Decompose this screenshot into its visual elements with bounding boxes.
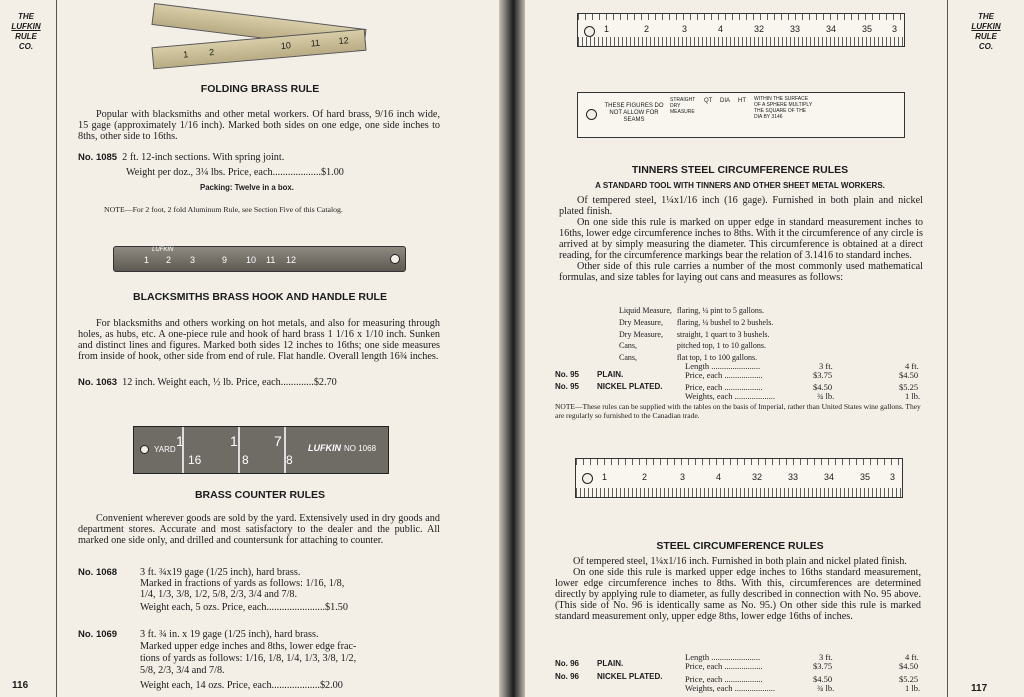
- right-page: THE LUFKIN RULE CO. 117 1 2 3 4 32 33 34 35 3 THESE FIGURES DO NOT ALLOW FOR SEAMS STRAIGHT DRY MEASURE QT DIA HT WITHIN THE SURFACE OF A SPHERE MULTIPLY THE SQUARE OF THE DIA BY 3146 TINNERS STEEL CIRCUMFERENCE RULES A STANDARD TOOL WITH TINNERS AND OTHER SHEET METAL WORKERS. Of tempered steel, 1¼x1/16 inch (16 gage). Furnished in both plain and nickel plated finish. On one side this rule is marked on upper edge in standard measurement inches to 16ths, lower edge circumference inches to 8ths. With it the circumference of any circle is arrived at by simply measuring the diameter. This circumference is obtained at a direct reading, for the circumference markings bear the relation of 3.1416 to standard inches. Other side of this rule carries a number of the most commonly used mathematical formulas, and size tables for laying out cans and measures as follows: Liquid Measure, flaring, ¼ pint to 5 gallons. Dry Measure, flaring, ¼ bushel to 2 bushels. Dry Measure, straight, 1 quart to 3 bushels. Cans, pitched top, 1 to 10 gallons. Cans, flat top, 1 to 100 gallons. Length ....................... 3 ft. 4 ft. No. 95 PLAIN. Price, each .................. $3.75 $4.50 No. 95 NICKEL PLATED. Price, each .................. $4.50 $5.25 Weights, each ................... ¾ lb. 1 lb. NOTE—These rules can be supplied with the tables on the basis of Imperial, rather than United States wine gallons. They are regularly so furnished to the Canadian trade. 1 2 3 4 32 33 34 35 3 STEEL CIRCUMFERENCE RULES Of tempered steel, 1¼x1/16 inch. Furnished in both plain and nickel plated finish. On one side this rule is marked upper edge inches to 16ths standard measurement, lower edge circumference inches to 8ths. With this, circumferences are determined directly by applying rule to diameter, as fully described in connection with No. 95 above. (This side of No. 96 is identically same as No. 95.) On other side this rule is marked standard measurement only, upper edge 8ths, lower edge 16ths of inches. Length ....................... 3 ft. 4 ft. No. 96 PLAIN. Price, each .................. $3.75 $4.50 No. 96 NICKEL PLATED. Price, each .................. $4.50 $5.25 Weights, each ................... ¾ lb. 1 lb.: [525, 0, 1024, 697]
- tinners-description: Of tempered steel, 1¼x1/16 inch (16 gage). Furnished in both plain and nickel plated finish. On one side this rule is marked on upper edge in standard measurement inches to 16ths, lower edge circumference inches to 8ths. With it the circumference of any circle is arrived at by simply measuring the diameter. This circumference is obtained at a direct reading, for the circumference markings bear the relation of 3.1416 to standard inches. Other side of this rule carries a number of the most commonly used mathematical formulas, and size tables for laying out cans and measures as follows:: [559, 195, 923, 283]
- formula-table-rule-image: THESE FIGURES DO NOT ALLOW FOR SEAMS STRAIGHT DRY MEASURE QT DIA HT WITHIN THE SURFACE OF A SPHERE MULTIPLY THE SQUARE OF THE DIA BY 3146: [577, 92, 905, 138]
- steel-heading: STEEL CIRCUMFERENCE RULES: [656, 540, 824, 552]
- hook-rule-image: 1 2 3 9 10 11 12 LUFKIN: [113, 246, 406, 272]
- page-number: 116: [12, 680, 29, 691]
- tinners-heading: TINNERS STEEL CIRCUMFERENCE RULES: [631, 164, 849, 176]
- steel-rule-image: 1 2 3 4 32 33 34 35 3: [575, 458, 903, 498]
- folding-rule-description: Popular with blacksmiths and other metal workers. Of hard brass, 9/16 inch wide, 15 gage (approximately 1/16 inch). Marked both sides on one edge, one side inches to 8ths, other side to 16ths.: [78, 109, 440, 142]
- measures-table: Liquid Measure, flaring, ¼ pint to 5 gallons. Dry Measure, flaring, ¼ bushel to 2 bushels. Dry Measure, straight, 1 quart to 3 bushels. Cans, pitched top, 1 to 10 gallons. Cans, flat top, 1 to 100 gallons.: [619, 306, 774, 363]
- left-page: THE LUFKIN RULE CO. 116 1 2 10 11 12 FOLDING BRASS RULE Popular with blacksmiths and other metal workers. Of hard brass, 9/16 inch wide, 15 gage (approximately 1/16 inch). Marked both sides on one edge, one side inches to 8ths, other side to 16ths. No. 1085 2 ft. 12-inch sections. With spring joint. Weight per doz., 3¼ lbs. Price, each...................$1.00 Packing: Twelve in a box. NOTE—For 2 foot, 2 fold Aluminum Rule, see Section Five of this Catalog. 1 2 3 9 10 11 12 LUFKIN BLACKSMITHS BRASS HOOK AND HANDLE RULE For blacksmiths and others working on hot metals, and also for measuring through holes, as hubs, etc. A one-piece rule and hook of hard brass 1 1/16 x 1/10 inch. Sunken and distinct lines and figures. Marked both sides 12 inches to 16ths; one side measures from inside of hook, other side from end of rule. Flat handle. Overall length 16¾ inches. No. 1063 12 inch. Weight each, ½ lb. Price, each.............$2.70 YARD 1 16 1 8 7 8 LUFKIN NO 1068 BRASS COUNTER RULES Convenient wherever goods are sold by the yard. Extensively used in dry goods and department stores. Accurate and most satisfactory to the dealer and the public. All marked one side only, and drilled and countersunk for attaching to counter. No. 1068 3 ft. ¾x19 gage (1/25 inch), hard brass. Marked in fractions of yards as follows: 1/16, 1/8, 1/4, 1/3, 3/8, 1/2, 5/8, 2/3, 3/4 and 7/8. Weight each, 5 ozs. Price, each.......................$1.50 No. 1069 3 ft. ¾ in. x 19 gage (1/25 inch), hard brass. Marked upper edge inches and 8ths, lower edge frac- tions of yards as follows: 1/16, 1/8, 1/4, 1/3, 3/8, 1/2, 5/8, 2/3, 3/4 and 7/8. Weight each, 14 ozs. Price, each...................$2.00: [0, 0, 499, 697]
- counter-rule-heading: BRASS COUNTER RULES: [194, 489, 326, 501]
- imperial-note: NOTE—These rules can be supplied with the tables on the basis of Imperial, rather than United States wine gallons. They are regularly so furnished to the Canadian trade.: [555, 402, 921, 420]
- tinners-subheading: A STANDARD TOOL WITH TINNERS AND OTHER SHEET METAL WORKERS.: [595, 181, 885, 190]
- folding-rule-heading: FOLDING BRASS RULE: [200, 83, 320, 95]
- counter-rule-description: Convenient wherever goods are sold by the yard. Extensively used in dry goods and department stores. Accurate and most satisfactory to the dealer and the public. All marked one side only, and drilled and countersunk for attaching to counter.: [78, 513, 440, 546]
- margin-rule: [947, 0, 948, 697]
- item-1063: No. 1063 12 inch. Weight each, ½ lb. Price, each.............$2.70: [78, 377, 337, 388]
- page-number: 117: [971, 683, 988, 694]
- steel-description: Of tempered steel, 1¼x1/16 inch. Furnished in both plain and nickel plated finish. On one side this rule is marked upper edge inches to 16ths standard measurement, lower edge circumference inches to 8ths. With this, circumferences are determined directly by applying rule to diameter, as fully described in connection with No. 95 above. (This side of No. 96 is identically same as No. 95.) On other side this rule is marked standard measurement only, upper edge 8ths, lower edge 16ths of inches.: [555, 556, 921, 622]
- hook-rule-description: For blacksmiths and others working on hot metals, and also for measuring through holes, as hubs, etc. A one-piece rule and hook of hard brass 1 1/16 x 1/10 inch. Sunken and distinct lines and figures. Marked both sides 12 inches to 16ths; one side measures from inside of hook, other side from end of rule. Flat handle. Overall length 16¾ inches.: [78, 318, 440, 362]
- folding-note: NOTE—For 2 foot, 2 fold Aluminum Rule, see Section Five of this Catalog.: [104, 205, 343, 214]
- item-1085-price: Weight per doz., 3¼ lbs. Price, each...................$1.00: [126, 167, 344, 178]
- brand-mark: THE LUFKIN RULE CO.: [971, 12, 1001, 51]
- hook-rule-heading: BLACKSMITHS BRASS HOOK AND HANDLE RULE: [133, 291, 387, 303]
- margin-rule: [56, 0, 57, 697]
- counter-rule-image: YARD 1 16 1 8 7 8 LUFKIN NO 1068: [133, 426, 389, 474]
- brand-mark: THE LUFKIN RULE CO.: [11, 12, 41, 51]
- packing-note: Packing: Twelve in a box.: [200, 183, 294, 192]
- circumference-rule-image: 1 2 3 4 32 33 34 35 3: [577, 13, 905, 47]
- item-1085: No. 1085 2 ft. 12-inch sections. With spring joint.: [78, 152, 285, 163]
- book-gutter: [499, 0, 525, 697]
